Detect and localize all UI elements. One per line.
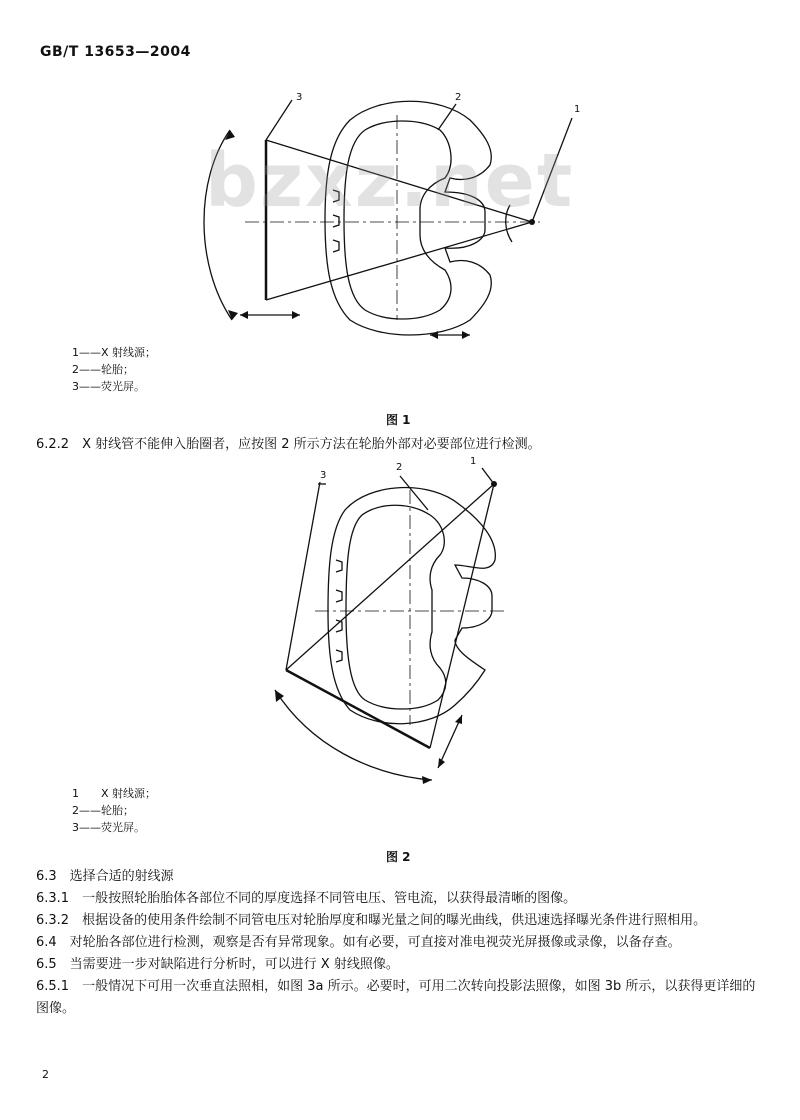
figure-2-caption: 图 2 — [386, 850, 411, 864]
fig2-label-source: 1 — [470, 456, 477, 467]
legend-item: 3——荧光屏。 — [72, 821, 145, 834]
fig2-label-tire: 2 — [396, 462, 403, 473]
tire-outline — [328, 488, 495, 724]
x-ray-source-point — [491, 481, 497, 487]
fig1-label-screen: 3 — [296, 92, 303, 103]
page-number: 2 — [42, 1068, 49, 1081]
beam-line-lower — [266, 222, 532, 300]
para-6-3-2: 6.3.2 根据设备的使用条件绘制不同管电压对轮胎厚度和曝光量之间的曝光曲线，供迅速选择曝光条件进行照相用。 — [36, 913, 707, 928]
para-6-4: 6.4 对轮胎各部位进行检测，观察是否有异常现象。如有必要，可直接对准电视荧光屏摄像或录像，以备存查。 — [36, 935, 681, 950]
legend-item: 3——荧光屏。 — [72, 380, 145, 393]
para-6-3-1: 6.3.1 一般按照轮胎胎体各部位不同的厚度选择不同管电压、管电流，以获得最清晰的图像。 — [36, 891, 577, 906]
fig2-label-screen: 3 — [320, 470, 327, 481]
para-6-5-1: 6.5.1 一般情况下可用一次垂直法照相，如图 3a 所示。必要时，可用二次转向投影法照像，如图 3b 所示，以获得更详细的图像。 — [36, 979, 756, 1016]
para-6-2-2: 6.2.2 X 射线管不能伸入胎圈者，应按图 2 所示方法在轮胎外部对必要部位进行检测。 — [36, 437, 541, 452]
figure-2-legend — [72, 785, 156, 836]
figure-1-legend — [72, 344, 156, 395]
fig1-label-tire: 2 — [455, 92, 462, 103]
legend-item: 1 X 射线源； — [72, 787, 157, 800]
figure-2-diagram — [0, 460, 800, 790]
figure-1-caption: 图 1 — [386, 413, 411, 427]
legend-item: 2——轮胎； — [72, 363, 134, 376]
watermark: bzxz.net — [205, 138, 575, 224]
legend-item: 2——轮胎； — [72, 804, 134, 817]
body-text — [36, 866, 766, 1020]
para-6-5: 6.5 当需要进一步对缺陷进行分析时，可以进行 X 射线照像。 — [36, 957, 399, 972]
standard-header: GB/T 13653—2004 — [40, 44, 191, 60]
beam-line-upper — [286, 484, 494, 670]
fig1-label-source: 1 — [574, 104, 581, 115]
legend-item: 1——X 射线源； — [72, 346, 157, 359]
section-6-3-heading: 6.3 选择合适的射线源 — [36, 869, 174, 884]
